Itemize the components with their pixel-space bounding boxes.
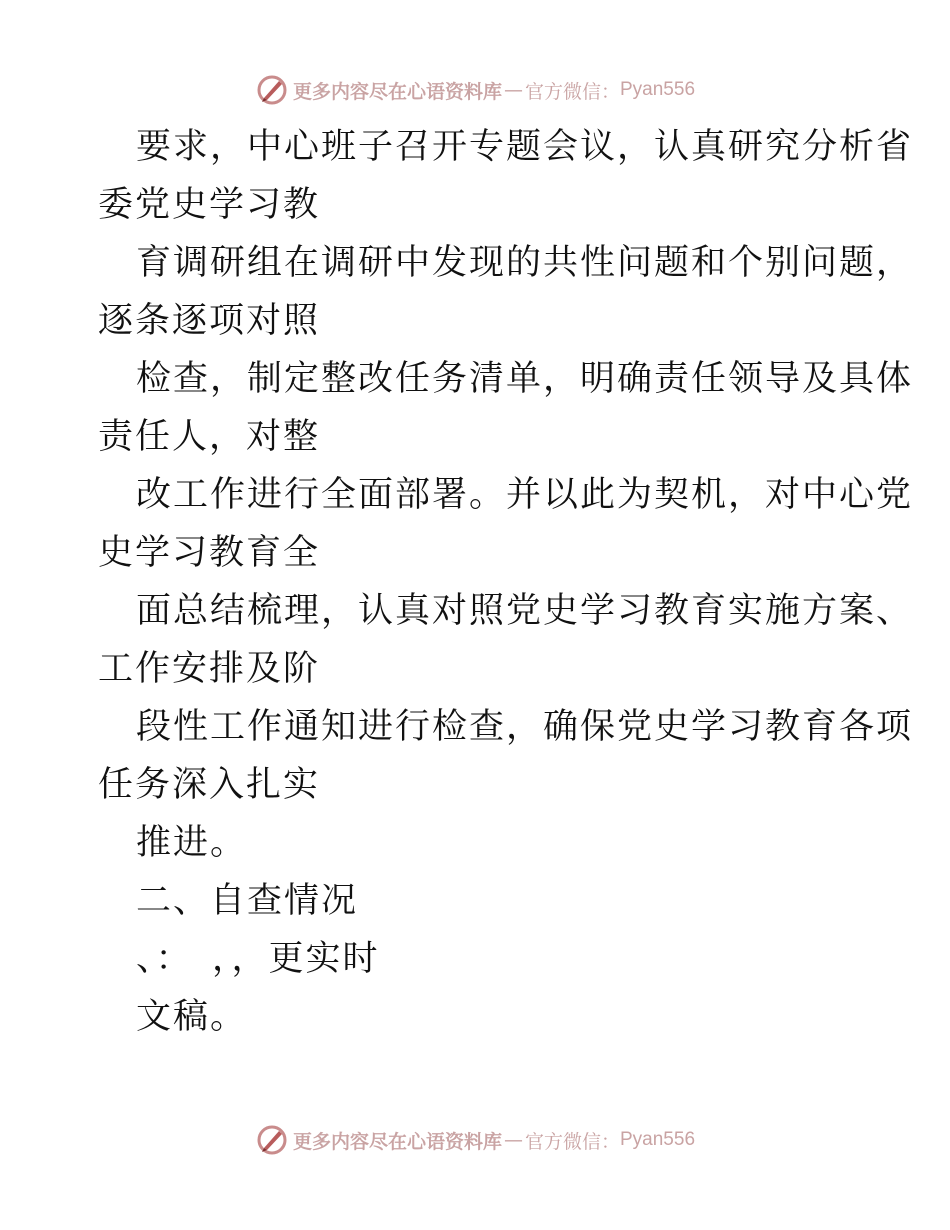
- footer-site-text: 更多内容尽在心语资料库: [292, 1130, 502, 1153]
- body-line: 委党史学习教: [98, 185, 321, 225]
- body-line: 任务深入扎实: [98, 765, 321, 805]
- footer-wechat-label: 官方微信：: [524, 1130, 620, 1153]
- document-body: [98, 118, 914, 1046]
- body-line: 改工作进行全面部署。并以此为契机，对中心党: [136, 475, 914, 515]
- body-line: 要求，中心班子召开专题会议，认真研究分析省: [136, 127, 914, 167]
- section-heading: 二、自查情况: [136, 881, 359, 921]
- body-line: 文稿。: [136, 997, 248, 1037]
- header-banner: [0, 70, 950, 110]
- pen-circle-logo-icon: [255, 73, 289, 107]
- body-line: 育调研组在调研中发现的共性问题和个别问题，: [136, 243, 914, 283]
- header-dash: —: [503, 79, 523, 101]
- body-line: 段性工作通知进行检查，确保党史学习教育各项: [136, 707, 914, 747]
- body-line: 责任人，对整: [98, 417, 321, 457]
- body-line: 工作安排及阶: [98, 649, 321, 689]
- header-wechat-account: Pyan556: [620, 79, 696, 100]
- body-line: 检查，制定整改任务清单，明确责任领导及具体: [136, 359, 914, 399]
- body-line: 推进。: [136, 823, 248, 863]
- footer-wechat-account: Pyan556: [620, 1129, 696, 1150]
- body-line: 、： ，，更实时: [136, 939, 380, 979]
- body-line: 逐条逐项对照: [98, 301, 321, 341]
- header-site-text: 更多内容尽在心语资料库: [292, 80, 502, 103]
- body-line: 史学习教育全: [98, 533, 321, 573]
- footer-dash: —: [503, 1129, 523, 1151]
- footer-banner: [0, 1120, 950, 1160]
- header-wechat-label: 官方微信：: [524, 80, 620, 103]
- pen-circle-logo-icon: [255, 1123, 289, 1157]
- body-line: 面总结梳理，认真对照党史学习教育实施方案、: [136, 591, 914, 631]
